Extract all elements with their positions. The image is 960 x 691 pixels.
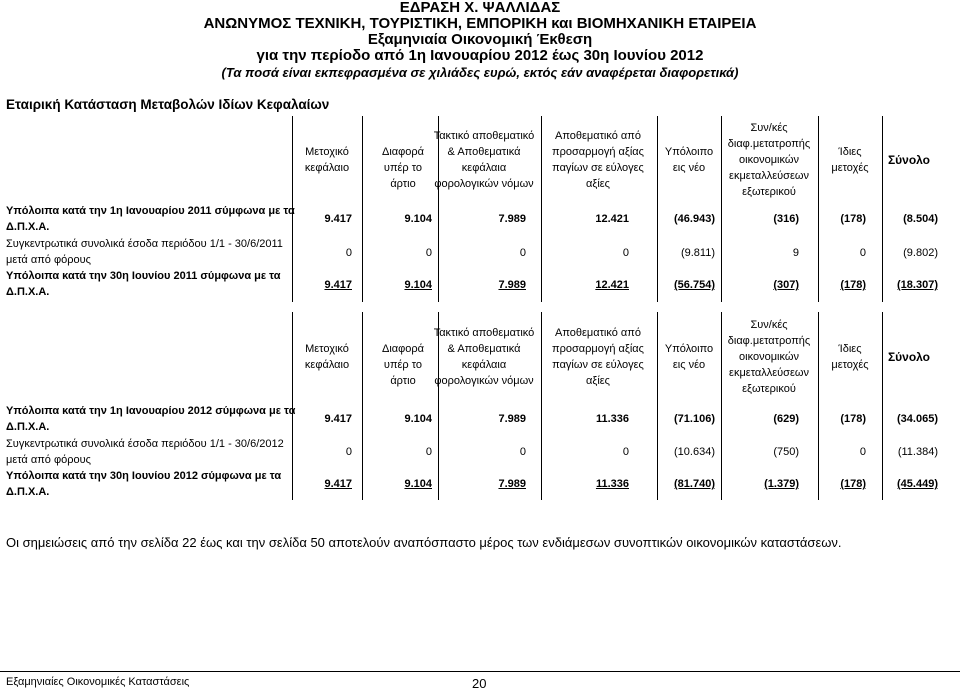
report-title: Εξαμηνιαία Οικονομική Έκθεση (367, 31, 593, 48)
column-header (423, 325, 545, 389)
value-cell: (750) (773, 446, 799, 458)
footer-divider (0, 671, 960, 672)
currency-note: (Τα ποσά είναι εκπεφρασμένα σε χιλιάδες ευρώ, εκτός εάν αναφέρεται διαφορετικά) (221, 65, 739, 80)
column-divider (882, 116, 883, 302)
column-header-line: εκμεταλλεύσεων (729, 367, 809, 379)
column-divider (362, 116, 363, 302)
footer-document-name: Εξαμηνιαίες Οικονομικές Καταστάσεις (6, 676, 190, 688)
value-cell: 11.336 (595, 478, 629, 490)
value-cell: 9.104 (404, 413, 432, 425)
column-header-line: Συν/κές (750, 319, 788, 331)
column-header-line: προσαρμογή αξίας (552, 343, 644, 355)
value-cell: 0 (622, 446, 629, 458)
column-header (537, 325, 659, 389)
column-header-line: εις νέο (672, 359, 706, 371)
row-label: Υπόλοιπα κατά την 30η Ιουνίου 2012 σύμφωνα με τα Δ.Π.Χ.Α. (6, 470, 282, 498)
column-header (537, 128, 659, 192)
value-cell: (11.384) (897, 446, 938, 458)
value-cell: 0 (345, 247, 352, 259)
column-header-line: κεφάλαια (461, 162, 507, 174)
column-header-line: & Αποθεματικά (447, 146, 521, 158)
column-divider (818, 116, 819, 302)
value-cell: 11.336 (595, 413, 629, 425)
column-header-line: Τακτικό αποθεματικό (433, 130, 535, 142)
value-cell: (81.740) (674, 478, 715, 490)
column-header-line: Υπόλοιπο (664, 146, 714, 158)
column-header-line: παγίων σε εύλογες (552, 359, 644, 371)
column-header (423, 128, 545, 192)
row-label: Υπόλοιπα κατά την 1η Ιανουαρίου 2011 σύμφωνα με τα Δ.Π.Χ.Α. (6, 205, 295, 233)
row-label: Υπόλοιπα κατά την 30η Ιουνίου 2011 σύμφωνα με τα Δ.Π.Χ.Α. (6, 270, 281, 298)
value-cell: (56.754) (674, 279, 715, 291)
value-cell: 0 (519, 446, 526, 458)
statement-title: Εταιρική Κατάσταση Μεταβολών Ιδίων Κεφαλαίων (6, 97, 330, 112)
column-header-line: Συν/κές (750, 122, 788, 134)
value-cell: (178) (840, 213, 866, 225)
column-header-line: Ίδιες (838, 146, 862, 158)
value-cell: (9.811) (680, 247, 715, 259)
column-header-line: & Αποθεματικά (447, 343, 521, 355)
column-divider (721, 116, 722, 302)
column-header (296, 341, 358, 373)
company-full-name: ΑΝΩΝΥΜΟΣ ΤΕΧΝΙΚΗ, ΤΟΥΡΙΣΤΙΚΗ, ΕΜΠΟΡΙΚΗ και ΒΙΟΜΗΧΑΝΙΚΗ ΕΤΑΙΡΕΙΑ (203, 15, 757, 32)
value-cell: 7.989 (498, 413, 526, 425)
column-header-line: Αποθεματικό από (554, 130, 641, 142)
column-header-line: παγίων σε εύλογες (552, 162, 644, 174)
column-divider (882, 312, 883, 500)
column-header (723, 317, 815, 397)
value-cell: 0 (519, 247, 526, 259)
value-cell: (71.106) (674, 413, 715, 425)
column-header (879, 152, 939, 168)
column-header-line: Ίδιες (838, 343, 862, 355)
value-cell: 0 (859, 446, 866, 458)
column-header-line: φορολογικών νόμων (434, 375, 534, 387)
row-label: Συγκεντρωτικά συνολικά έσοδα περιόδου 1/1 - 30/6/2011 μετά από φόρους (6, 238, 283, 266)
column-header-line: αξίες (586, 178, 610, 190)
value-cell: (10.634) (674, 446, 715, 458)
column-header-line: αξίες (586, 375, 610, 387)
value-cell: (8.504) (903, 213, 938, 225)
column-header-line: εις νέο (672, 162, 706, 174)
column-divider (721, 312, 722, 500)
value-cell: (46.943) (674, 213, 715, 225)
value-cell: 9.417 (324, 213, 352, 225)
column-header-line: Σύνολο (887, 153, 931, 167)
value-cell: (178) (840, 478, 866, 490)
value-cell: 12.421 (595, 213, 629, 225)
value-cell: (34.065) (897, 413, 938, 425)
column-header-line: οικονομικών (739, 154, 799, 166)
column-header-line: διαφ.μετατροπής (727, 335, 811, 347)
value-cell: (307) (773, 279, 799, 291)
column-header-line: Σύνολο (887, 350, 931, 364)
value-cell: (316) (773, 213, 799, 225)
column-header-line: Υπόλοιπο (664, 343, 714, 355)
column-header-line: Τακτικό αποθεματικό (433, 327, 535, 339)
value-cell: (629) (773, 413, 799, 425)
column-header-line: εκμεταλλεύσεων (729, 170, 809, 182)
column-header (658, 144, 720, 176)
column-header-line: υπέρ το άρτιο (383, 162, 423, 190)
column-header (658, 341, 720, 373)
column-header-line: εξωτερικού (742, 186, 796, 198)
column-header-line: Μετοχικό (305, 343, 349, 355)
column-header-line: κεφάλαια (461, 359, 507, 371)
column-header-line: Μετοχικό (305, 146, 349, 158)
column-header (879, 349, 939, 365)
column-header-line: προσαρμογή αξίας (552, 146, 644, 158)
value-cell: (45.449) (897, 478, 938, 490)
column-divider (818, 312, 819, 500)
value-cell: (18.307) (897, 279, 938, 291)
column-header-line: κεφάλαιο (304, 359, 350, 371)
column-header-line: Αποθεματικό από (554, 327, 641, 339)
report-period: για την περίοδο από 1η Ιανουαρίου 2012 έως 30η Ιουνίου 2012 (256, 47, 704, 64)
column-header-line: διαφ.μετατροπής (727, 138, 811, 150)
value-cell: (1.379) (764, 478, 799, 490)
column-divider (362, 312, 363, 500)
value-cell: 9.104 (404, 279, 432, 291)
column-header-line: Διαφορά (381, 146, 425, 158)
value-cell: 9.104 (404, 213, 432, 225)
row-label: Συγκεντρωτικά συνολικά έσοδα περιόδου 1/1 - 30/6/2012 μετά από φόρους (6, 438, 284, 466)
value-cell: 9.417 (324, 478, 352, 490)
value-cell: 0 (345, 446, 352, 458)
value-cell: (9.802) (903, 247, 938, 259)
column-header (296, 144, 358, 176)
column-header-line: εξωτερικού (742, 383, 796, 395)
value-cell: 7.989 (498, 213, 526, 225)
row-label: Υπόλοιπα κατά την 1η Ιανουαρίου 2012 σύμφωνα με τα Δ.Π.Χ.Α. (6, 405, 296, 433)
column-header-line: οικονομικών (739, 351, 799, 363)
value-cell: 7.989 (498, 478, 526, 490)
column-header-line: Διαφορά (381, 343, 425, 355)
value-cell: (178) (840, 279, 866, 291)
column-header-line: κεφάλαιο (304, 162, 350, 174)
value-cell: 7.989 (498, 279, 526, 291)
notes-reference: Οι σημειώσεις από την σελίδα 22 έως και την σελίδα 50 αποτελούν αναπόσπαστο μέρος των ενδιάμεσων συνοπτικών οικονομικών καταστάσεων. (6, 535, 842, 550)
column-header-line: μετοχές (831, 359, 869, 371)
column-header-line: φορολογικών νόμων (434, 178, 534, 190)
company-short-name: ΕΔΡΑΣΗ Χ. ΨΑΛΛΙΔΑΣ (399, 0, 561, 16)
column-header (823, 144, 877, 176)
value-cell: 0 (622, 247, 629, 259)
column-header-line: μετοχές (831, 162, 869, 174)
column-header (823, 341, 877, 373)
value-cell: 0 (859, 247, 866, 259)
value-cell: 9.417 (324, 279, 352, 291)
value-cell: 12.421 (595, 279, 629, 291)
value-cell: 9.104 (404, 478, 432, 490)
value-cell: (178) (840, 413, 866, 425)
column-header-line: υπέρ το άρτιο (383, 359, 423, 387)
page-number: 20 (472, 676, 487, 691)
value-cell: 9 (792, 247, 799, 259)
value-cell: 9.417 (324, 413, 352, 425)
value-cell: 0 (425, 446, 432, 458)
value-cell: 0 (425, 247, 432, 259)
column-header (723, 120, 815, 200)
